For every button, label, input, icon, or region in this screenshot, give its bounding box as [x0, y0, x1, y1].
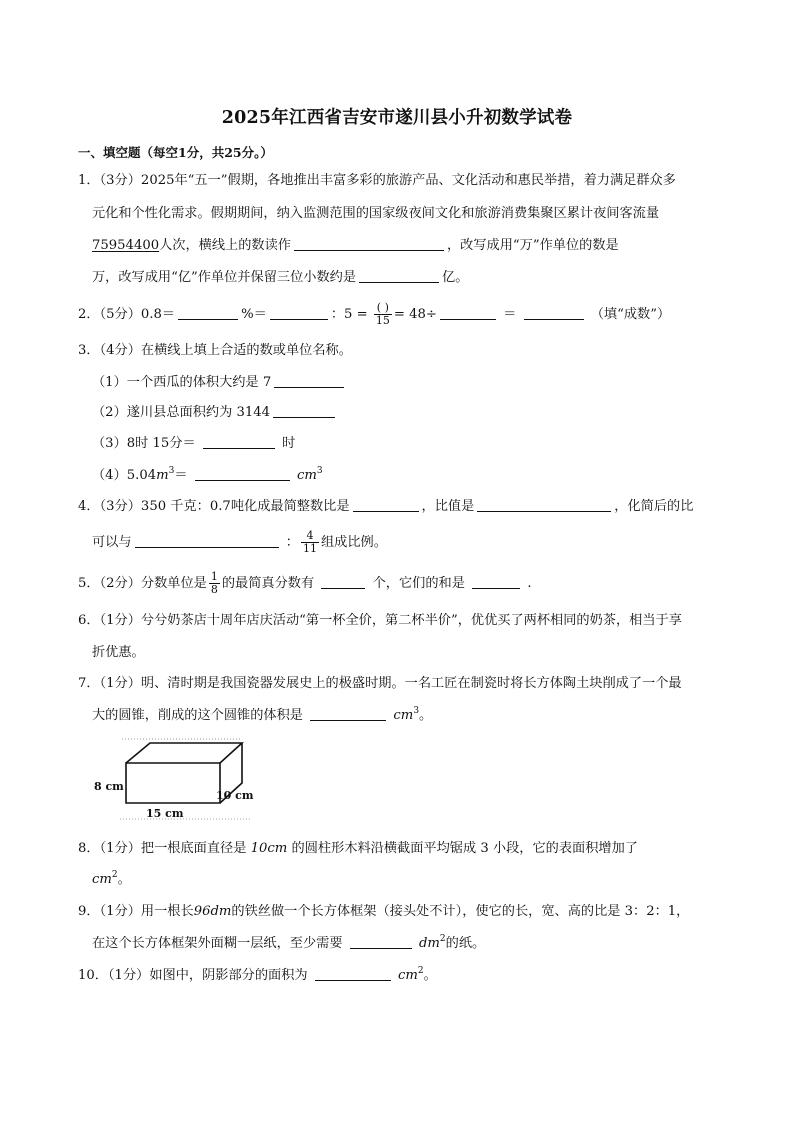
q3-blank-4[interactable] [195, 466, 290, 481]
cuboid-front-face [126, 763, 220, 803]
cuboid-top-face [126, 743, 242, 763]
q10-line: 10．（1分）如图中，阴影部分的面积为 $cm^2$。 [78, 966, 437, 983]
q1-blank-reading[interactable] [294, 236, 444, 251]
q5-blank-1[interactable] [321, 574, 365, 589]
q2-fraction: $\frac{( )}{15}$ [375, 301, 390, 327]
q4-blank-2[interactable] [477, 497, 611, 512]
q3-item1: （1）一个西瓜的体积大约是 7 [92, 373, 347, 392]
q4-line2: 可以与 ： $\frac{4}{11}$ 组成比例。 [92, 529, 387, 555]
q2-blank-3[interactable] [440, 305, 496, 320]
q9-line1: 9．（1分）用一根长96dm的铁丝做一个长方体框架（接头处不计），使它的长，宽、高的比是 3：2：1， [78, 904, 690, 919]
q9-blank[interactable] [350, 934, 412, 949]
q3-blank-2[interactable] [273, 403, 335, 418]
q9-line2: 在这个长方体框架外面糊一层纸，至少需要 $dm^2$的纸。 [92, 934, 486, 951]
section-heading: 一、填空题（每空1分，共25分。） [78, 145, 273, 160]
q3-heading: 3．（4分）在横线上填上合适的数或单位名称。 [78, 343, 352, 358]
q2-blank-1[interactable] [178, 305, 238, 320]
q7-line1: 7．（1分）明、清时期是我国瓷器发展史上的极盛时期。一名工匠在制瓷时将长方体陶土块削成了一个最 [78, 676, 682, 691]
q10-blank[interactable] [315, 966, 391, 981]
q4-line1: 4．（3分）350 千克：0.7吨化成最简整数比是 ，比值是 ，化简后的比 [78, 499, 694, 514]
q5-blank-2[interactable] [472, 574, 520, 589]
page-title: 2025年江西省吉安市遂川县小升初数学试卷 [221, 108, 573, 128]
q6-line1: 6．（1分）兮兮奶茶店十周年店庆活动“第一杯全价，第二杯半价”，优优买了两杯相同的奶茶，相当于享 [78, 613, 682, 628]
q3-blank-3[interactable] [203, 434, 275, 449]
q6-line2: 折优惠。 [92, 645, 145, 660]
q3-item3: （3）8时 15分＝ 时 [92, 436, 296, 451]
q5-line: 5．（2分）分数单位是 $\frac{1}{8}$ 的最简真分数有 个，它们的和是 . [78, 570, 532, 596]
q2-line: 2．（5分）0.8＝ %＝ ：5 = $\frac{( )}{15}$ = 48÷ ＝ （填“成数”） [78, 301, 671, 327]
q1-line4: 万，改写成用“亿”作单位并保留三位小数约是 亿。 [92, 270, 469, 285]
q8-line1: 8．（1分）把一根底面直径是 10cm 的圆柱形木料沿横截面平均锯成 3 小段，它的表面积增加了 [78, 841, 638, 856]
q7-line2: 大的圆锥，削成的这个圆锥的体积是 $cm^3$。 [92, 706, 433, 723]
q2-blank-4[interactable] [524, 305, 584, 320]
q4-blank-3[interactable] [135, 533, 279, 548]
q2-blank-2[interactable] [270, 305, 328, 320]
cuboid-figure [90, 735, 260, 827]
q3-blank-1[interactable] [274, 373, 344, 388]
q1-number: 75954400 [92, 238, 160, 253]
q3-item4: $(4)5.04m^3= cm^3$ [92, 466, 323, 483]
fig-width-label: 15 cm [146, 807, 184, 820]
q1-blank-yi[interactable] [359, 268, 439, 283]
fig-depth-label: 10 cm [216, 789, 254, 802]
q8-line2: $cm^2$。 [92, 870, 131, 887]
q1-line1: 1．（3分）2025年“五一”假期，各地推出丰富多彩的旅游产品、文化活动和惠民举措，着力满足群众多 [78, 173, 676, 188]
q5-fraction: $\frac{1}{8}$ [210, 570, 218, 596]
q7-blank[interactable] [310, 706, 386, 721]
q3-item2: （2）遂川县总面积约为 3144 [92, 403, 338, 422]
q4-blank-1[interactable] [353, 497, 419, 512]
q4-fraction: $\frac{4}{11}$ [302, 529, 317, 555]
q1-line2: 元化和个性化需求。假期期间，纳入监测范围的国家级夜间文化和旅游消费集聚区累计夜间客流量 [92, 206, 660, 221]
q1-line3: 75954400人次，横线上的数读作 ，改写成用“万”作单位的数是 [92, 238, 619, 253]
fig-height-label: 8 cm [94, 780, 124, 793]
